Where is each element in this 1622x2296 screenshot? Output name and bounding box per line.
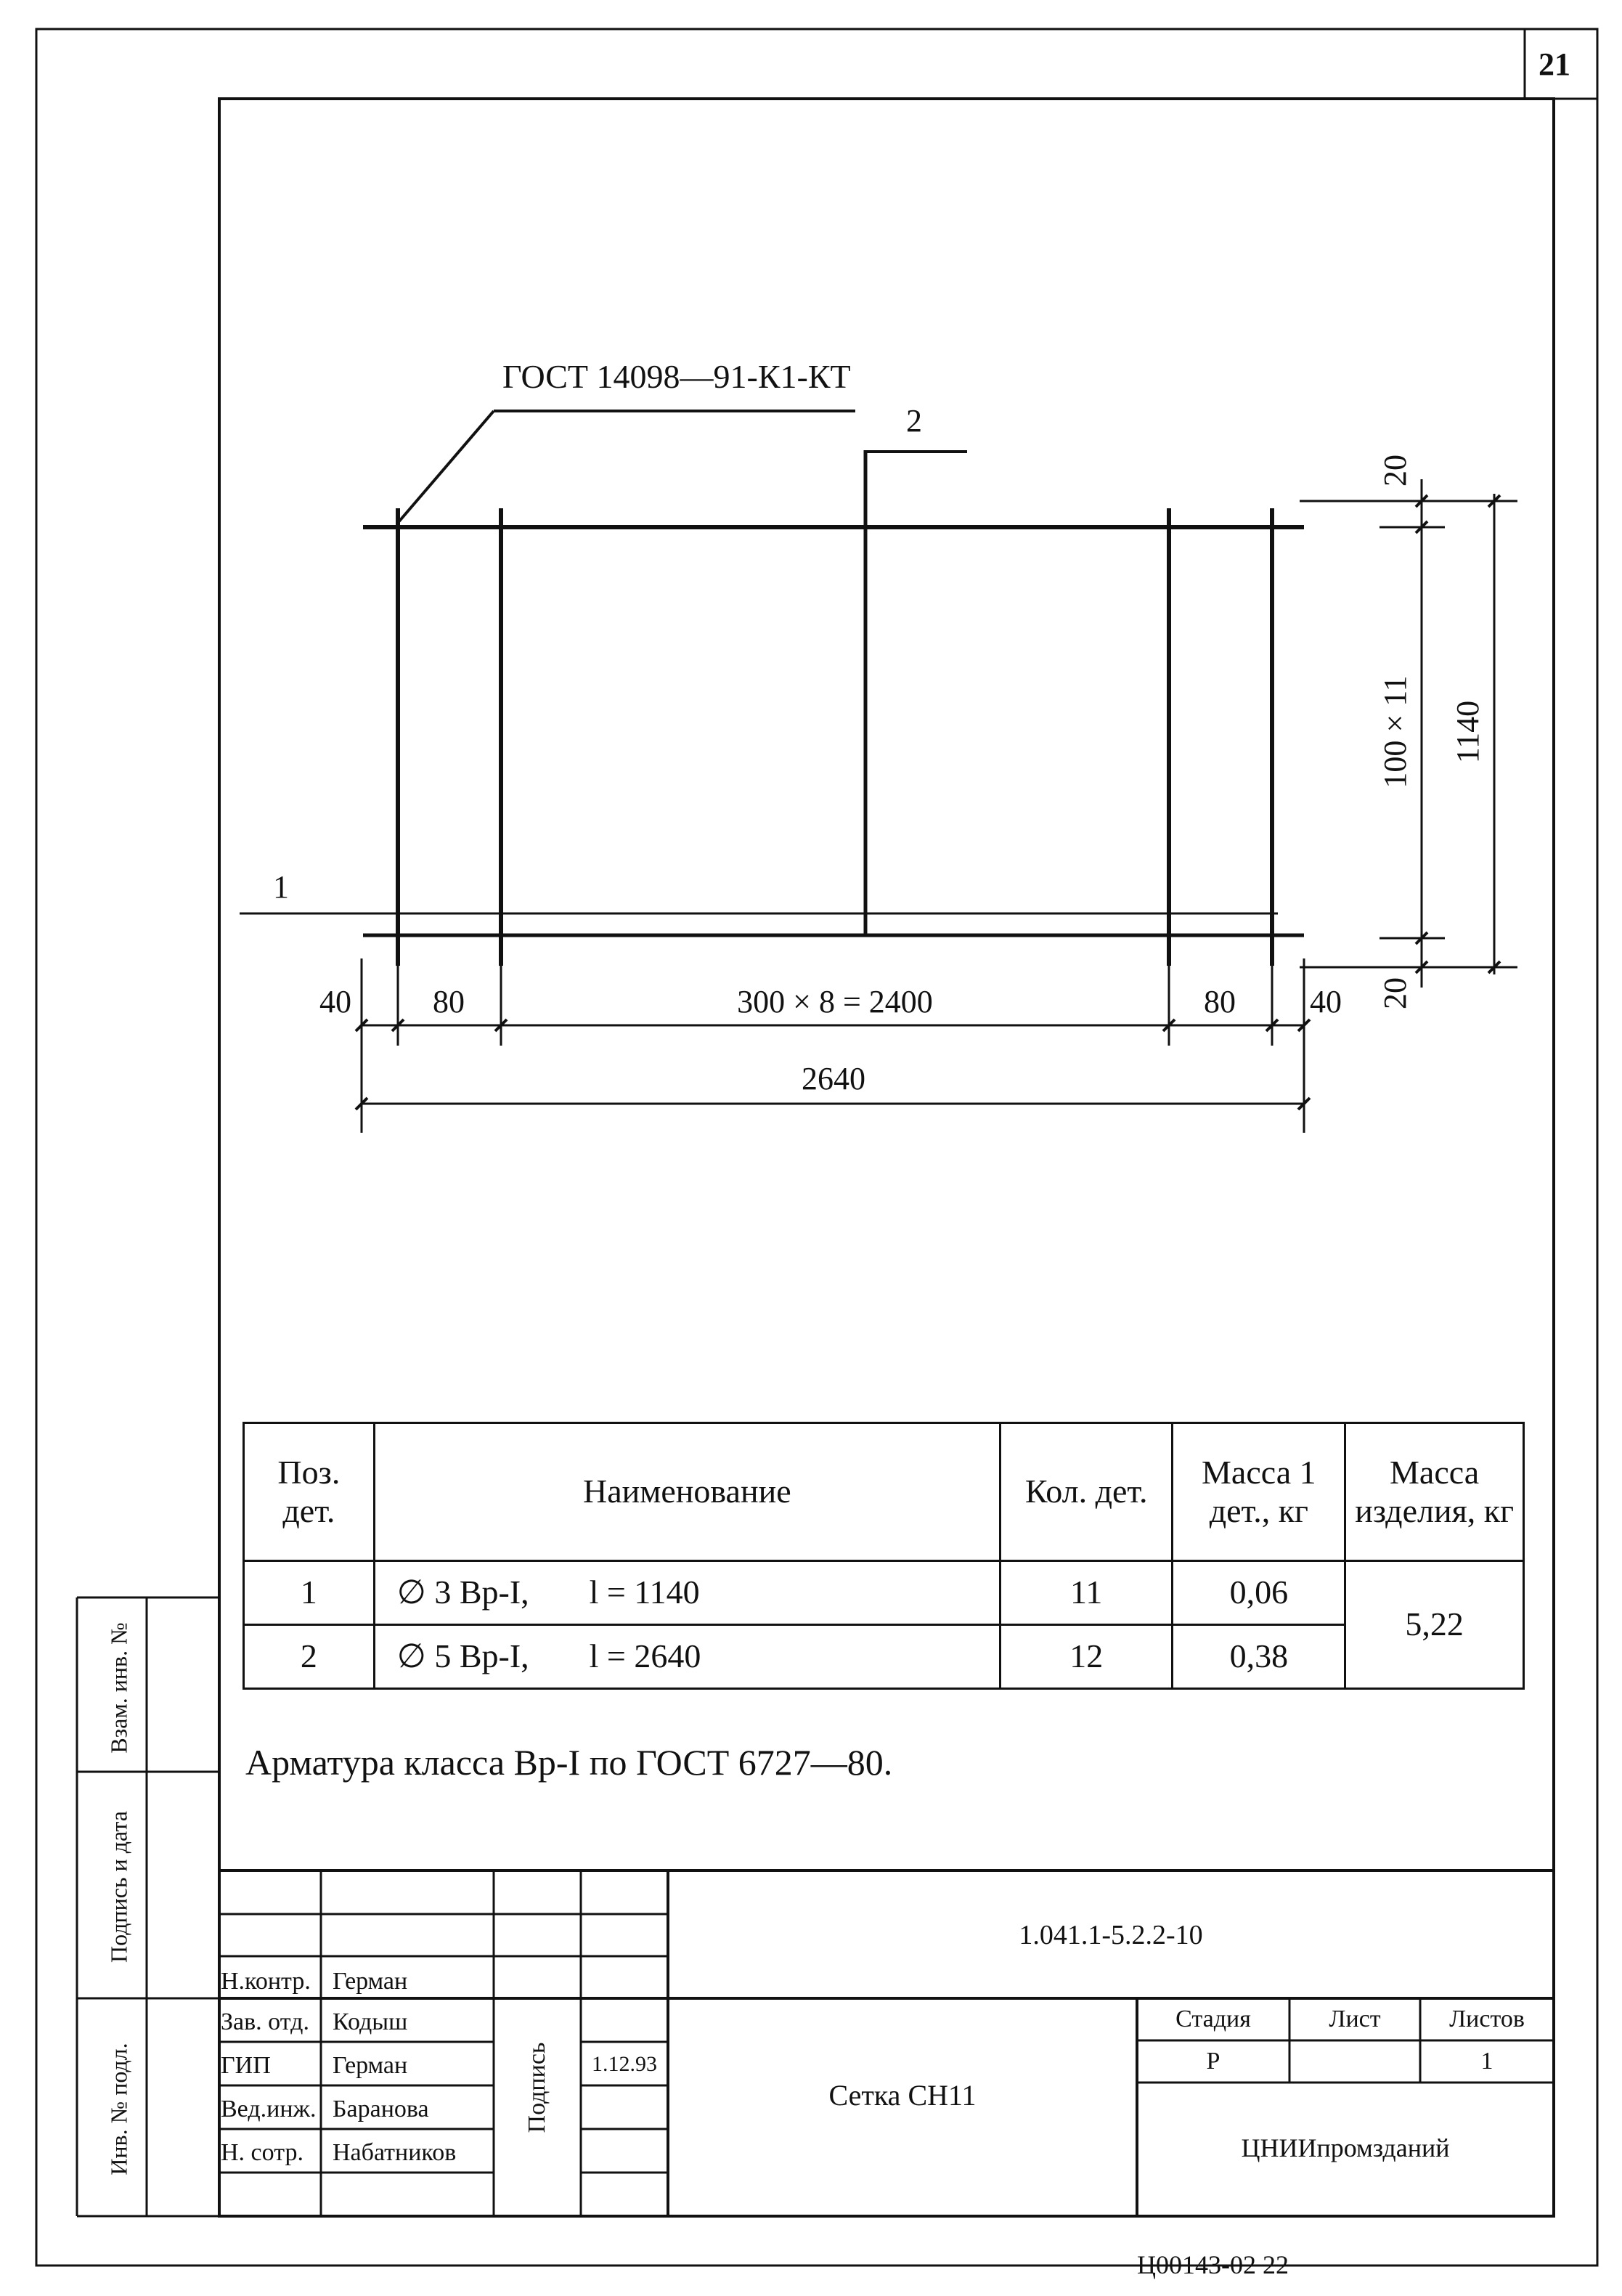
role-name: Баранова: [333, 2096, 429, 2122]
organization-name: ЦНИИпромзданий: [1241, 2133, 1450, 2162]
position-1-label: 1: [273, 869, 289, 905]
role-label: ГИП: [221, 2052, 271, 2079]
stage-value: Р: [1206, 2048, 1220, 2075]
signature-column-label: Подпись: [523, 2042, 550, 2133]
header-mass-one: Масса 1 дет., кг: [1173, 1423, 1345, 1561]
dim-overall-width: 2640: [802, 1061, 865, 1096]
header-qty: Кол. дет.: [1000, 1423, 1173, 1561]
dim-left-gap: 80: [433, 984, 465, 1019]
weld-leader: [398, 411, 494, 523]
inner-frame: [219, 99, 1554, 2216]
dim-middle: 300 × 8 = 2400: [737, 984, 933, 1019]
header-name: Наименование: [374, 1423, 1000, 1561]
header-mass-total: Масса изделия, кг: [1345, 1423, 1524, 1561]
row-pos: 2: [244, 1625, 375, 1689]
role-label: Вед.инж.: [221, 2096, 317, 2122]
side-stamp-grid: [77, 1597, 219, 2216]
role-name: Герман: [333, 1968, 408, 1995]
sheet-number: 21: [1539, 46, 1570, 82]
table-row: [244, 1625, 1524, 1689]
dim-overall-height: 1140: [1450, 700, 1486, 764]
mass-total-cell: 5,22: [1345, 1561, 1524, 1689]
role-label: Н. сотр.: [221, 2139, 303, 2166]
weld-standard-label: ГОСТ 14098—91-К1-КТ: [502, 358, 851, 395]
role-name: Герман: [333, 2052, 408, 2079]
sheet-header: Лист: [1329, 2006, 1381, 2032]
footer-code: Ц00143-02 22: [1137, 2250, 1289, 2279]
row-pos: 1: [244, 1561, 375, 1625]
row-diameter: ∅ 5 Вр-I,: [396, 1637, 529, 1675]
table-header-row: [244, 1423, 1524, 1561]
row-length: l = 2640: [589, 1637, 701, 1675]
row-name: [374, 1625, 1000, 1689]
row-qty: 11: [1000, 1561, 1173, 1625]
dim-bottom-end: 20: [1377, 977, 1413, 1009]
approval-date: 1.12.93: [592, 2052, 657, 2076]
position-2-label: 2: [906, 403, 922, 439]
row-mass-one: 0,38: [1173, 1625, 1345, 1689]
product-name: Сетка СН11: [828, 2079, 977, 2112]
row-name: [374, 1561, 1000, 1625]
row-length: l = 1140: [589, 1574, 700, 1611]
row-diameter: ∅ 3 Вр-I,: [396, 1574, 529, 1611]
role-label: Зав. отд.: [221, 2008, 309, 2035]
specification-table: [243, 1422, 1525, 1690]
document-designation: 1.041.1-5.2.2-10: [1019, 1920, 1203, 1950]
row-mass-one: 0,06: [1173, 1561, 1345, 1625]
side-stamp-inv-podl: Инв. № подл.: [105, 2043, 132, 2175]
side-stamp-vzam: Взам. инв. №: [105, 1622, 132, 1754]
dim-vertical-pitch: 100 × 11: [1377, 675, 1413, 789]
role-name: Кодыш: [333, 2008, 408, 2035]
mesh: [240, 411, 1304, 966]
row-qty: 12: [1000, 1625, 1173, 1689]
reinforcement-note: Арматура класса Вр-I по ГОСТ 6727—80.: [245, 1742, 893, 1783]
dim-left-end: 40: [319, 984, 351, 1019]
role-name: Набатников: [333, 2139, 457, 2166]
role-label: Н.контр.: [221, 1968, 311, 1995]
sheets-header: Листов: [1449, 2006, 1525, 2032]
stage-header: Стадия: [1175, 2006, 1251, 2032]
side-stamp-podpis-data: Подпись и дата: [105, 1811, 132, 1963]
table-row: [244, 1561, 1524, 1625]
dim-right-end: 40: [1310, 984, 1342, 1019]
dim-top-end: 20: [1377, 455, 1413, 487]
sheets-value: 1: [1480, 2048, 1493, 2075]
header-pos: Поз. дет.: [244, 1423, 375, 1561]
dim-right-gap: 80: [1204, 984, 1236, 1019]
